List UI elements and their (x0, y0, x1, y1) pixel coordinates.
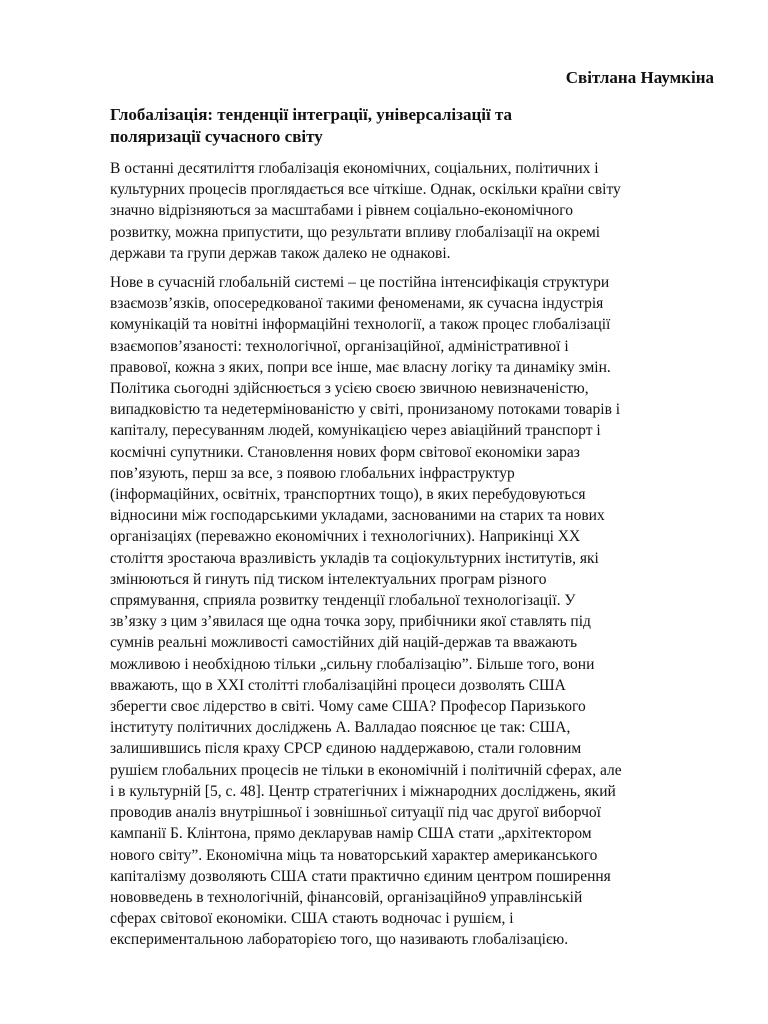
title-line: Глобалізація: тенденції інтеграції, універсалізації та (110, 105, 512, 124)
paragraph-line: можливою і необхідною тільки „сильну глобалізацію”. Більше того, вони (110, 655, 595, 673)
paragraph-1 (110, 158, 714, 264)
paragraph-line: комунікацій та новітні інформаційні технології, а також процес глобалізації (110, 316, 611, 334)
paragraph-line: (інформаційних, освітніх, транспортних тощо), в яких перебудовуються (110, 486, 586, 504)
paragraph-line: експериментальною лабораторією того, що називають глобалізацією. (110, 931, 569, 949)
title-line: поляризації сучасного світу (110, 127, 323, 146)
paragraph-line: залишившись після краху СРСР єдиною наддержавою, стали головним (110, 740, 582, 758)
paragraph-line: спрямування, сприяла розвитку тенденції глобальної технологізації. У (110, 592, 576, 610)
paragraph-line: століття зростаюча вразливість укладів та соціокультурних інститутів, які (110, 549, 599, 567)
paragraph-line: взаємопов’язаності: технологічної, організаційної, адміністративної і (110, 337, 569, 355)
paragraph-line: пов’язують, перш за все, з появою глобальних інфраструктур (110, 464, 515, 482)
paragraph-line: і в культурній [5, с. 48]. Центр стратегічних і міжнародних досліджень, який (110, 782, 616, 800)
paragraph-line: взаємозв’язків, опосередкованої такими феноменами, як сучасна індустрія (110, 295, 604, 313)
paragraph-line: вважають, що в ХХІ столітті глобалізаційні процеси дозволять США (110, 676, 566, 694)
paragraph-line: сумнів реальні можливості самостійних дій націй-держав та вважають (110, 634, 578, 652)
paragraph-2 (110, 272, 714, 951)
paragraph-line: держави та групи держав також далеко не однакові. (110, 244, 451, 262)
paragraph-line: організаціях (переважно економічних і технологічних). Наприкінці ХХ (110, 528, 581, 546)
paragraph-line: рушієм глобальних процесів не тільки в економічній і політичній сферах, але (110, 761, 622, 779)
paragraph-line: відносини між господарськими укладами, заснованими на старих та нових (110, 507, 605, 525)
paragraph-line: сферах світової економіки. США стають водночас і рушієм, і (110, 910, 514, 928)
paragraph-line: правової, кожна з яких, попри все інше, має власну логіку та динаміку змін. (110, 358, 611, 376)
paragraph-line: Політика сьогодні здійснюється з усією своєю звичною невизначеністю, (110, 380, 589, 398)
paragraph-line: зв’язку з цим з’явилася ще одна точка зору, прибічники якої ставлять під (110, 613, 591, 631)
paragraph-line: капіталу, пересуванням людей, комунікацією через авіаційний транспорт і (110, 422, 601, 440)
paragraph-line: проводив аналіз внутрішньої і зовнішньої ситуації під час другої виборчої (110, 804, 601, 822)
document-page (110, 66, 714, 959)
paragraph-line: значно відрізняються за масштабами і рівнем соціально-економічного (110, 202, 573, 220)
paragraph-line: кампанії Б. Клінтона, прямо декларував намір США стати „архітектором (110, 825, 592, 843)
paragraph-line: Нове в сучасній глобальній системі – це постійна інтенсифікація структури (110, 274, 610, 292)
paragraph-line: В останні десятиліття глобалізація економічних, соціальних, політичних і (110, 160, 599, 177)
paragraph-line: зберегти своє лідерство в світі. Чому саме США? Професор Паризького (110, 698, 586, 716)
paragraph-line: культурних процесів проглядається все чіткіше. Однак, оскільки країни світу (110, 181, 621, 199)
paragraph-line: капіталізму дозволяють США стати практично єдиним центром поширення (110, 867, 611, 885)
paragraph-line: нововведень в технологічній, фінансовій, організаційно9 управлінській (110, 888, 583, 906)
paragraph-line: розвитку, можна припустити, що результати впливу глобалізації на окремі (110, 223, 601, 241)
author-name: Світлана Наумкіна (565, 68, 714, 87)
paragraph-line: космічні супутники. Становлення нових форм світової економіки зараз (110, 443, 580, 461)
paragraph-line: нового світу”. Економічна міць та новаторський характер американського (110, 846, 598, 864)
paragraph-line: змінюються й гинуть під тиском інтелектуальних програм різного (110, 570, 547, 588)
paragraph-line: випадковістю та недетермінованістю у світі, пронизаному потоками товарів і (110, 401, 621, 419)
document-title (110, 104, 714, 148)
paragraph-line: інституту політичних досліджень А. Валладао пояснює це так: США, (110, 719, 571, 737)
